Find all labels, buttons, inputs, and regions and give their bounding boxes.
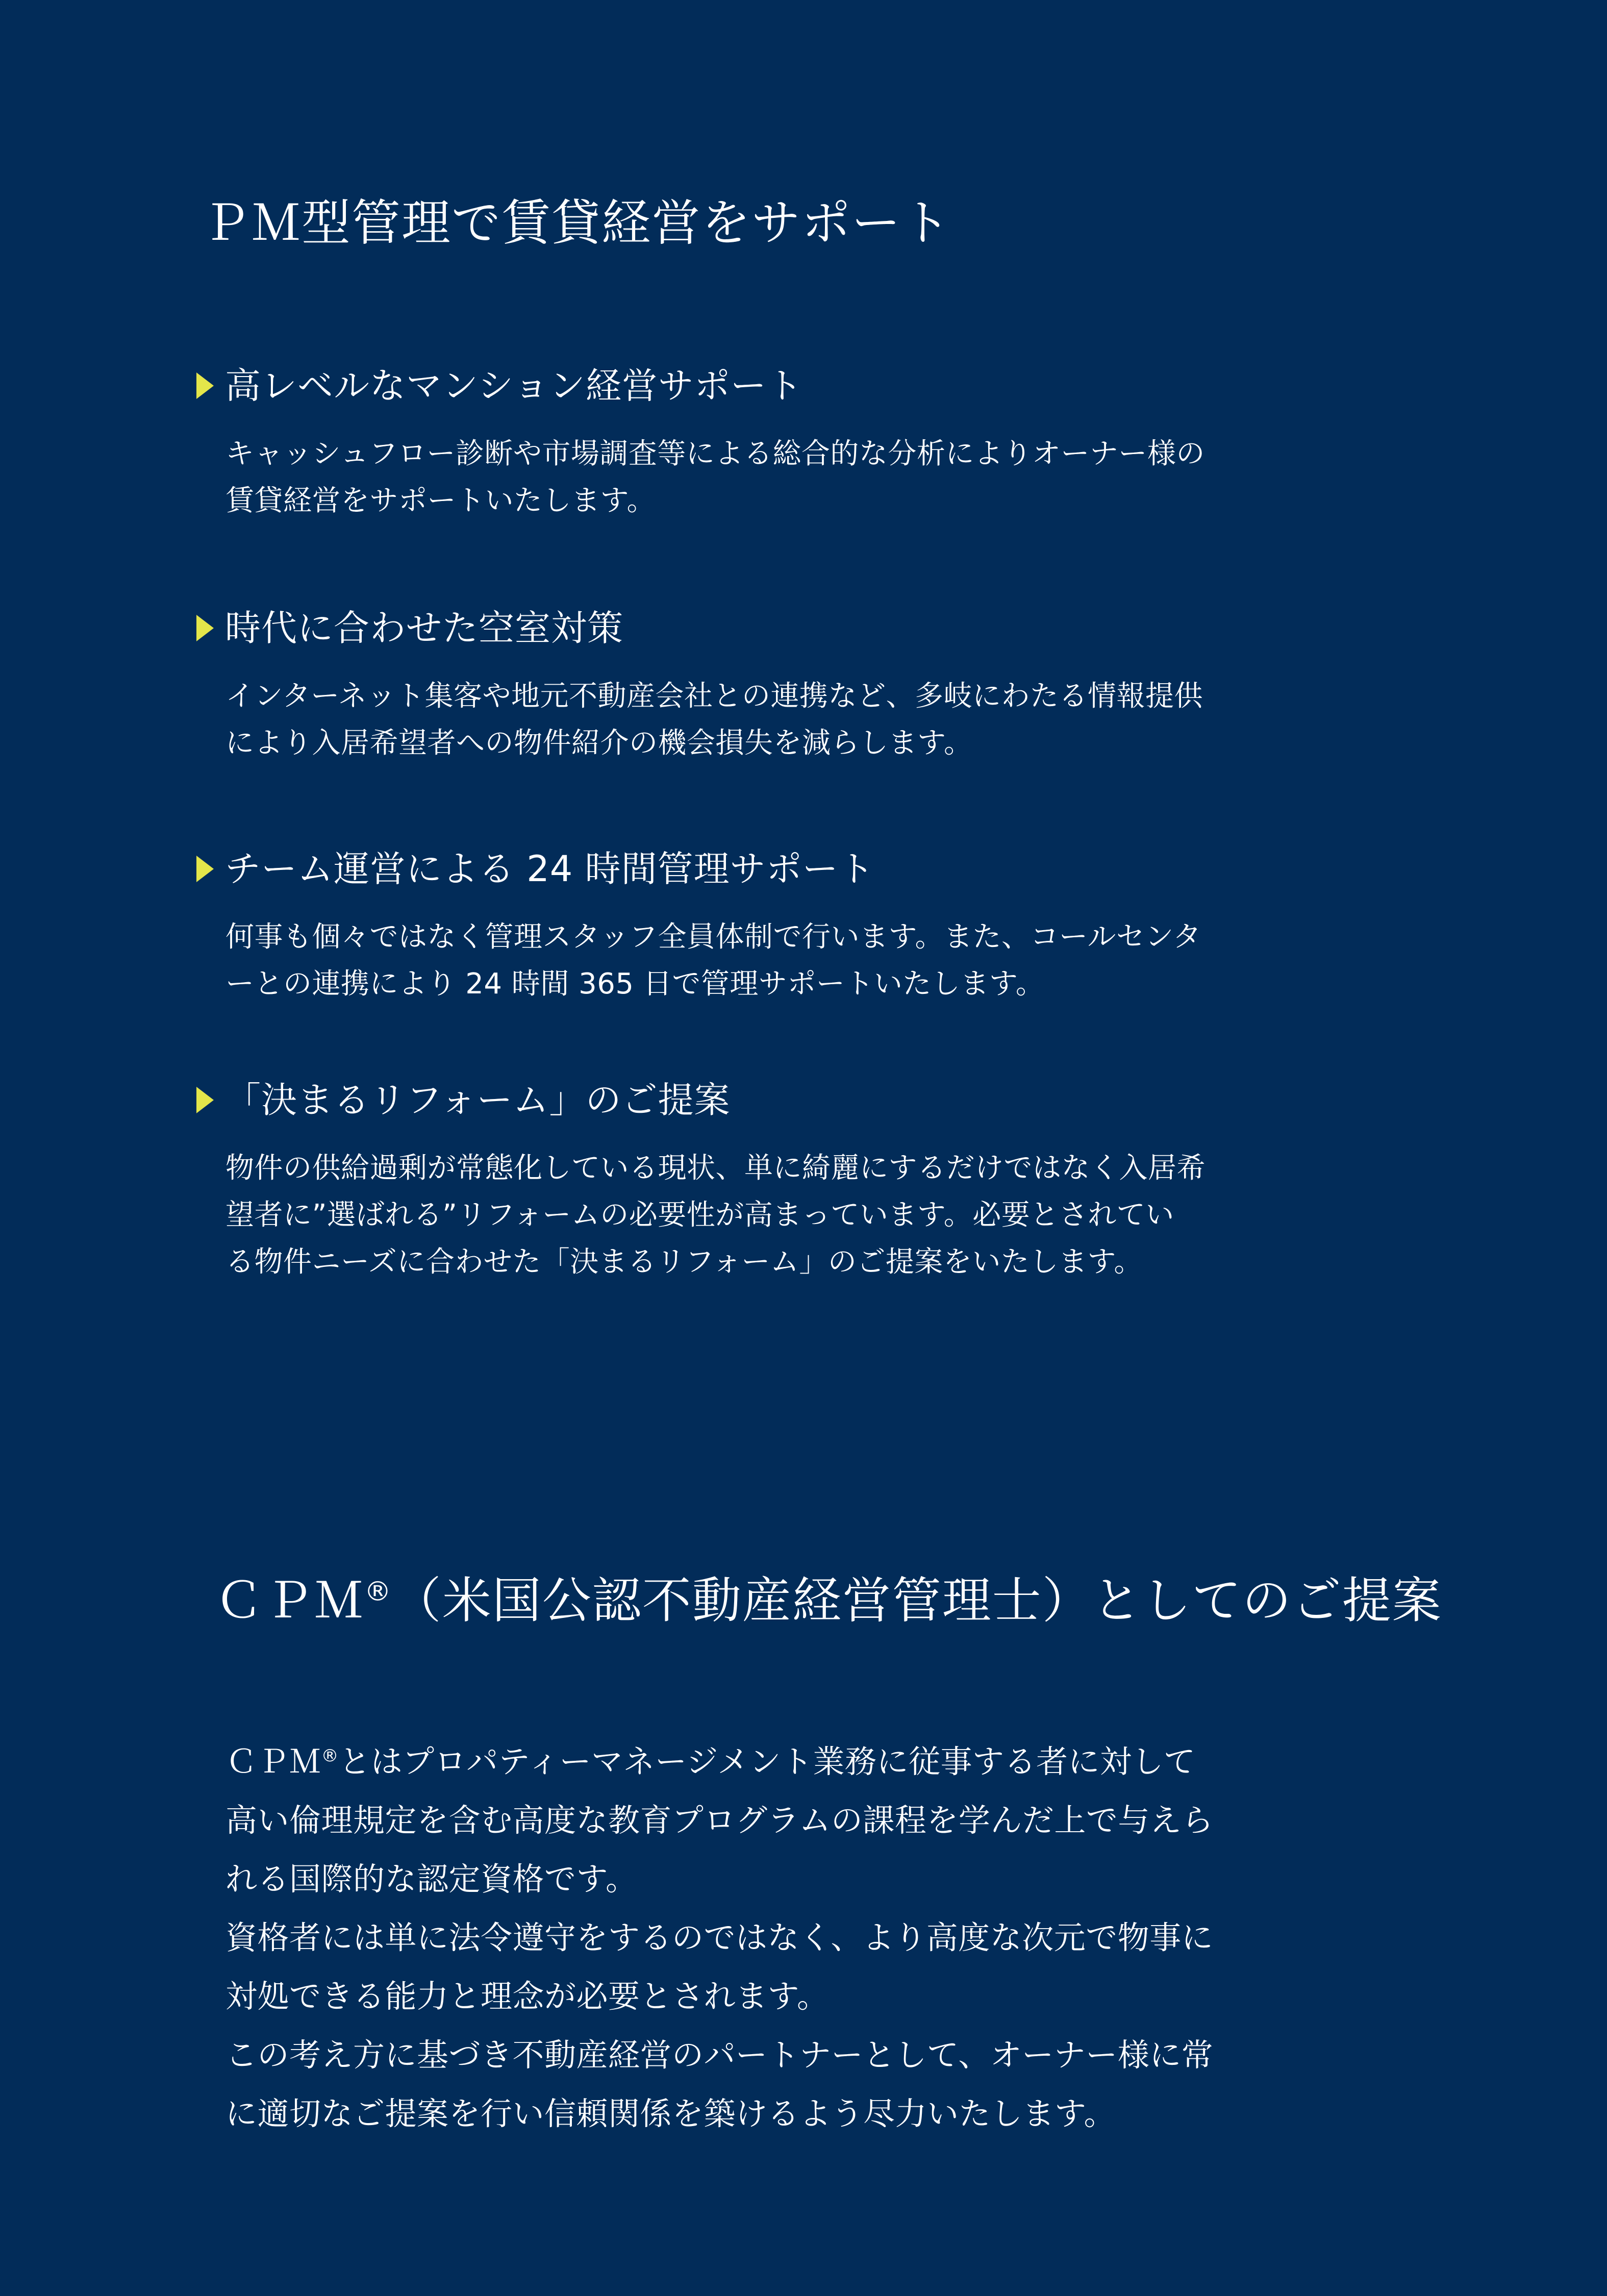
cpm-description-line: に適切なご提案を行い信頼関係を築けるよう尽力いたします。 xyxy=(225,2095,1116,2132)
feature-description xyxy=(225,1145,1271,1286)
cpm-description xyxy=(225,1732,1322,2143)
cpm-body-first-suffix: とはプロパティーマネージメント業務に従事する者に対して xyxy=(339,1743,1196,1780)
feature-item xyxy=(196,1076,1319,1286)
cpm-description-line: れる国際的な認定資格です。 xyxy=(225,1860,638,1898)
feature-item xyxy=(196,604,1319,767)
feature-heading xyxy=(196,844,1319,893)
cpm-description-line: 高い倫理規定を含む高度な教育プログラムの課程を学んだ上で与えら xyxy=(225,1802,1214,1839)
cpm-title-prefix: ＣＰＭ xyxy=(214,1572,364,1629)
feature-description-line: キャッシュフロー診断や市場調査等による総合的な分析によりオーナー様の xyxy=(225,437,1205,470)
cpm-body-prefix: ＣＰＭ xyxy=(225,1743,321,1780)
cpm-section-title xyxy=(214,1574,1442,1628)
feature-title: チーム運営による 24 時間管理サポート xyxy=(225,848,875,890)
feature-description-line: ーとの連携により 24 時間 365 日で管理サポートいたします。 xyxy=(225,967,1045,1001)
feature-description-line: 賃貸経営をサポートいたします。 xyxy=(225,484,656,517)
feature-description-line: インターネット集客や地元不動産会社との連携など、多岐にわたる情報提供 xyxy=(225,680,1203,713)
feature-description-line: る物件ニーズに合わせた「決まるリフォーム」のご提案をいたします。 xyxy=(225,1245,1143,1279)
cpm-description-line xyxy=(225,1732,1322,1791)
cpm-title-suffix: （米国公認不動産経営管理士）としてのご提案 xyxy=(392,1572,1442,1629)
feature-description xyxy=(225,431,1271,525)
registered-mark: ® xyxy=(364,1576,392,1607)
feature-title: 「決まるリフォーム」のご提案 xyxy=(225,1079,731,1121)
triangle-right-icon xyxy=(196,856,214,882)
pm-section-title: ＰＭ型管理で賃貸経営をサポート xyxy=(202,194,951,252)
cpm-description-line: この考え方に基づき不動産経営のパートナーとして、オーナー様に常 xyxy=(225,2036,1214,2074)
cpm-description-line: 資格者には単に法令遵守をするのではなく、より高度な次元で物事に xyxy=(225,1919,1214,1956)
feature-description-line: により入居希望者への物件紹介の機会損失を減らします。 xyxy=(225,727,973,760)
feature-title: 時代に合わせた空室対策 xyxy=(225,607,623,649)
registered-mark: ® xyxy=(321,1745,339,1766)
feature-description xyxy=(225,673,1271,767)
feature-heading xyxy=(196,604,1319,653)
feature-item xyxy=(196,361,1319,525)
feature-heading xyxy=(196,1076,1319,1125)
feature-description xyxy=(225,914,1271,1008)
cpm-description-line: 対処できる能力と理念が必要とされます。 xyxy=(225,1978,829,2015)
feature-description-line: 望者に”選ばれる”リフォームの必要性が高まっています。必要とされてい xyxy=(225,1199,1174,1232)
feature-description-line: 物件の供給過剰が常態化している現状、単に綺麗にするだけではなく入居希 xyxy=(225,1152,1206,1185)
feature-title: 高レベルなマンション経営サポート xyxy=(225,365,803,407)
feature-description-line: 何事も個々ではなく管理スタッフ全員体制で行います。また、コールセンタ xyxy=(225,920,1202,954)
feature-heading xyxy=(196,361,1319,410)
triangle-right-icon xyxy=(196,372,214,399)
triangle-right-icon xyxy=(196,615,214,641)
feature-item xyxy=(196,844,1319,1008)
triangle-right-icon xyxy=(196,1087,214,1113)
